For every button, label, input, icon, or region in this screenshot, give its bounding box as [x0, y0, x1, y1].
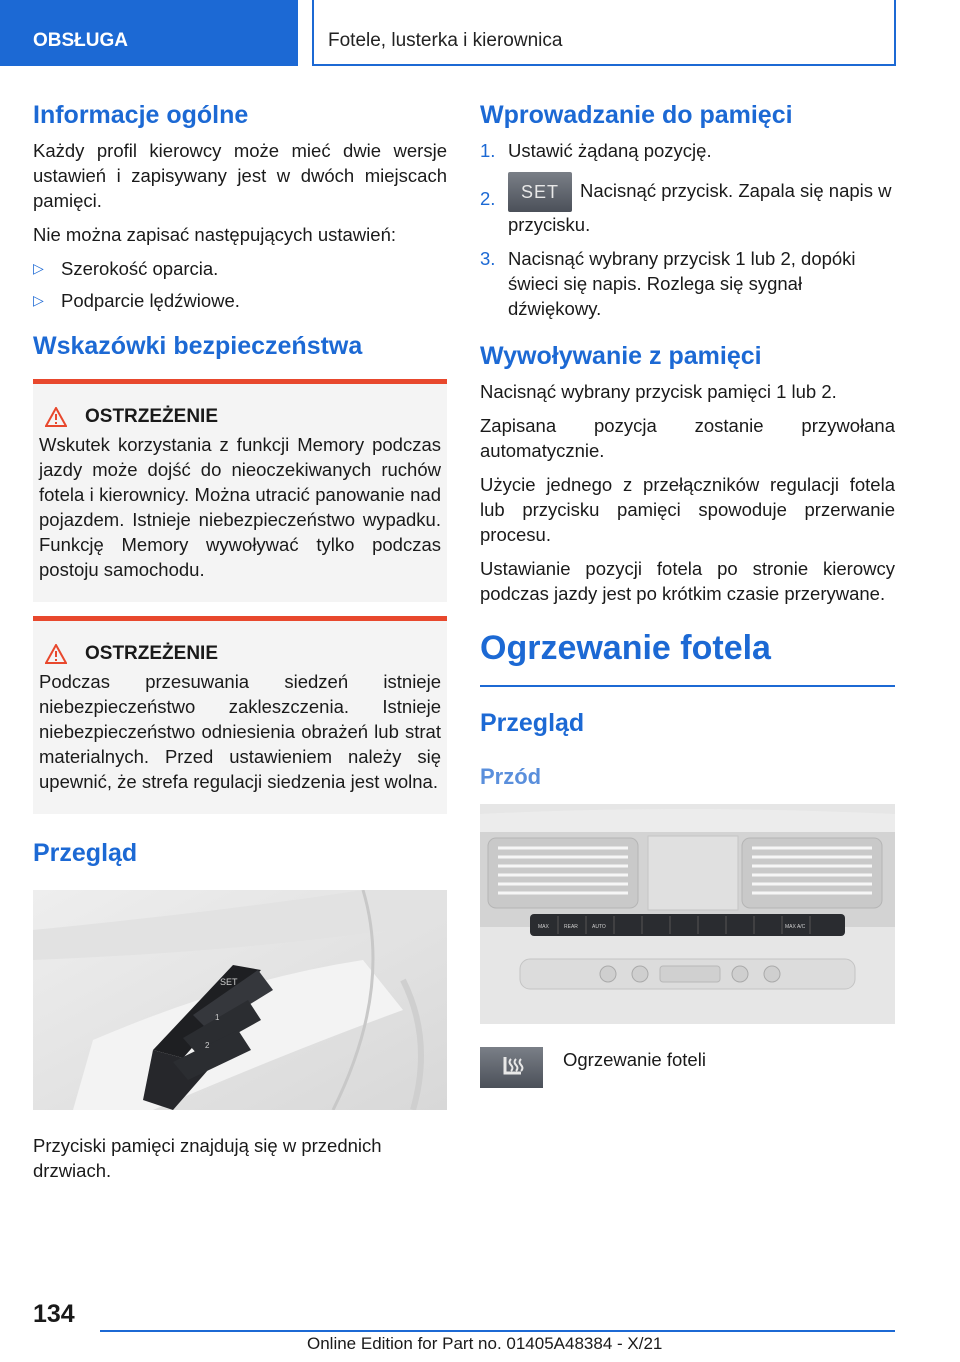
panel-button-label: REAR — [564, 923, 578, 930]
lower-control-row — [520, 959, 855, 989]
climate-panel-image — [480, 804, 895, 1024]
warning-text: Podczas przesuwania siedzeń istnieje niebezpieczeństwo zakleszczenia. Istnieje niebezpieczeństwo odniesienia obrażeń lub strat materialnych. Przed ustawieniem należy się upewnić, że strefa regulacji siedzenia jest wolna. — [39, 671, 441, 792]
door-memory-buttons-image — [33, 890, 447, 1110]
step-number: 3. — [480, 248, 496, 269]
bullet-triangle-icon: ▷ — [33, 260, 44, 276]
step-item: 1. Ustawić żądaną pozycję. — [480, 140, 712, 161]
warning-box-memory — [33, 379, 447, 602]
step-number: 1. — [480, 140, 496, 161]
chapter-title: Fotele, lusterka i kierownica — [312, 0, 896, 66]
recall-paragraph: Ustawianie pozycji fotela po stronie kierowcy podczas jazdy jest po krótkim czasie przerywane. — [480, 558, 895, 604]
general-info-paragraph: Każdy profil kierowcy może mieć dwie wersje ustawień i zapisywany jest w dwóch miejscach pamięci. — [33, 140, 447, 211]
step-item: 2. SET Nacisnąć przycisk. Zapala się napis w przycisku. — [480, 172, 895, 237]
right-column — [480, 100, 895, 1088]
set-button-icon: SET — [508, 172, 572, 212]
seat-heating-label: Ogrzewanie foteli — [563, 1048, 706, 1070]
memory-2-label: 2 — [205, 1041, 210, 1050]
recall-paragraph: Nacisnąć wybrany przycisk pamięci 1 lub 2. — [480, 381, 837, 402]
memory-1-label: 1 — [215, 1013, 220, 1022]
recall-paragraph: Użycie jednego z przełączników regulacji fotela lub przycisku pamięci spowoduje przerwanie procesu. — [480, 474, 895, 545]
climate-button-strip — [530, 914, 845, 936]
footer-edition: Online Edition for Part no. 01405A48384 - X/21 — [307, 1334, 663, 1353]
heading-recall-memory: Wywoływanie z pamięci — [480, 342, 762, 370]
bullet-item: ▷ Podparcie lędźwiowe. — [33, 290, 240, 311]
door-buttons-caption: Przyciski pamięci znajdują się w przednich drzwiach. — [33, 1135, 382, 1181]
warning-box-pinching — [33, 616, 447, 814]
seat-heating-icon — [480, 1047, 543, 1088]
air-vent-right — [742, 838, 882, 908]
heading-rule — [480, 685, 895, 687]
seat-heating-legend — [480, 1047, 895, 1088]
warning-title: OSTRZEŻENIE — [39, 406, 441, 428]
step-number: 2. — [480, 188, 496, 209]
page-number: 134 — [33, 1300, 75, 1328]
heading-general-info: Informacje ogólne — [33, 101, 249, 129]
heading-safety: Wskazówki bezpieczeństwa — [33, 332, 363, 360]
set-button-label: SET — [220, 977, 238, 987]
section-tab: OBSŁUGA — [0, 0, 298, 66]
heading-heat-overview: Przegląd — [480, 708, 585, 737]
left-column — [33, 100, 447, 1192]
bullet-triangle-icon: ▷ — [33, 292, 44, 308]
panel-button-label: MAX — [538, 923, 549, 930]
warning-triangle-icon — [45, 407, 67, 427]
heading-seat-heating: Ogrzewanie fotela — [480, 629, 771, 667]
cannot-save-paragraph: Nie można zapisać następujących ustawień: — [33, 224, 396, 245]
warning-text: Wskutek korzystania z funkcji Memory podczas jazdy może dojść do nieoczekiwanych ruchów fotela i kierownicy. Można utracić panowanie nad pojazdem. Istnieje niebezpieczeństwo wypadku. Funkcję Memory wywoływać tylko podczas postoju samochodu. — [39, 434, 441, 580]
warning-triangle-icon — [45, 644, 67, 664]
heading-store-memory: Wprowadzanie do pamięci — [480, 101, 793, 129]
step-item: 3. Nacisnąć wybrany przycisk 1 lub 2, dopóki świeci się napis. Rozlega się sygnał dźwiękowy. — [480, 248, 856, 319]
footer-rule — [100, 1330, 895, 1332]
page-header — [0, 0, 960, 66]
air-vent-left — [488, 838, 638, 908]
panel-button-label: AUTO — [592, 923, 606, 930]
heading-front: Przód — [480, 763, 542, 789]
heading-overview: Przegląd — [33, 839, 138, 867]
recall-paragraph: Zapisana pozycja zostanie przywołana automatycznie. — [480, 415, 895, 461]
panel-button-label: MAX A/C — [785, 923, 806, 930]
bullet-item: ▷ Szerokość oparcia. — [33, 258, 219, 279]
warning-title: OSTRZEŻENIE — [39, 643, 441, 665]
